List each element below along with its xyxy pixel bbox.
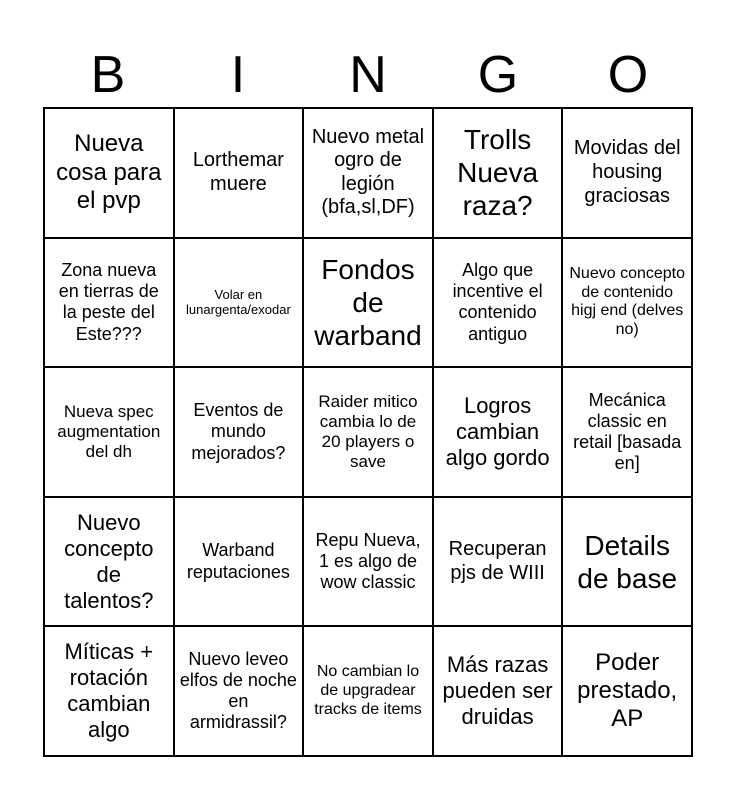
cell-text: No cambian lo de upgradear tracks de items	[314, 662, 422, 718]
bingo-cell-r2c5[interactable]	[563, 239, 693, 369]
cell-text: Volar en lunargenta/exodar	[185, 287, 291, 318]
cell-text: Algo que incentive el contenido antiguo	[452, 259, 543, 344]
cell-text: Logros cambian algo gordo	[445, 393, 550, 470]
cell-text: Movidas del housing graciosas	[573, 137, 681, 207]
bingo-cell-r5c1[interactable]	[45, 627, 175, 757]
header-letter-i: I	[230, 46, 246, 104]
bingo-cell-r3c5[interactable]	[563, 368, 693, 498]
bingo-cell-r2c4[interactable]	[434, 239, 564, 369]
bingo-cell-r3c4[interactable]	[434, 368, 564, 498]
bingo-cell-r3c2[interactable]	[175, 368, 305, 498]
bingo-cell-r4c2[interactable]	[175, 498, 305, 628]
bingo-cell-r3c1[interactable]	[45, 368, 175, 498]
cell-text: Raider mitico cambia lo de 20 players o save	[318, 391, 418, 472]
cell-text: Poder prestado, AP	[577, 648, 678, 733]
bingo-cell-r4c4[interactable]	[434, 498, 564, 628]
cell-text: Warband reputaciones	[186, 540, 290, 582]
cell-text: Nuevo concepto de talentos?	[64, 509, 154, 613]
header-letter-n: N	[349, 46, 387, 104]
cell-text: Nuevo metal ogro de legión (bfa,sl,DF)	[311, 125, 425, 219]
cell-text: Más razas pueden ser druidas	[442, 652, 553, 730]
cell-text: Recuperan pjs de WIII	[448, 538, 547, 584]
bingo-cell-r4c3[interactable]	[304, 498, 434, 628]
cell-text: Eventos de mundo mejorados?	[191, 400, 286, 463]
cell-text: Mecánica classic en retail [basada en]	[573, 389, 682, 474]
header-letter-o: O	[607, 46, 649, 104]
cell-text: Nueva spec augmentation del dh	[57, 401, 161, 462]
bingo-cell-r4c1[interactable]	[45, 498, 175, 628]
bingo-cell-r3c3[interactable]	[304, 368, 434, 498]
bingo-header	[43, 44, 693, 106]
bingo-cell-r5c4[interactable]	[434, 627, 564, 757]
bingo-cell-r1c4[interactable]	[434, 109, 564, 239]
cell-text: Nuevo concepto de contenido higj end (delves no)	[569, 264, 686, 339]
bingo-cell-r1c5[interactable]	[563, 109, 693, 239]
header-letter-g: G	[477, 46, 519, 104]
bingo-cell-r1c2[interactable]	[175, 109, 305, 239]
bingo-cell-r5c2[interactable]	[175, 627, 305, 757]
cell-text: Nueva cosa para el pvp	[56, 130, 162, 214]
bingo-grid	[43, 107, 693, 757]
bingo-cell-r5c5[interactable]	[563, 627, 693, 757]
cell-text: Repu Nueva, 1 es algo de wow classic	[315, 529, 421, 593]
cell-text: Zona nueva en tierras de la peste del Este???	[58, 259, 159, 344]
cell-text: Lorthemar muere	[192, 149, 284, 195]
bingo-cell-r4c5[interactable]	[563, 498, 693, 628]
bingo-cell-r5c3[interactable]	[304, 627, 434, 757]
cell-text: Details de base	[577, 529, 678, 594]
bingo-cell-r2c3[interactable]	[304, 239, 434, 369]
bingo-cell-r2c2[interactable]	[175, 239, 305, 369]
header-letter-b: B	[90, 46, 126, 104]
bingo-cell-r1c1[interactable]	[45, 109, 175, 239]
bingo-cell-r1c3[interactable]	[304, 109, 434, 239]
cell-text: Nuevo leveo elfos de noche en armidrassil?	[179, 648, 297, 733]
bingo-cell-r2c1[interactable]	[45, 239, 175, 369]
cell-text: Míticas + rotación cambian algo	[64, 639, 154, 743]
cell-text: Fondos de warband	[314, 253, 422, 351]
cell-text: Trolls Nueva raza?	[457, 124, 539, 222]
